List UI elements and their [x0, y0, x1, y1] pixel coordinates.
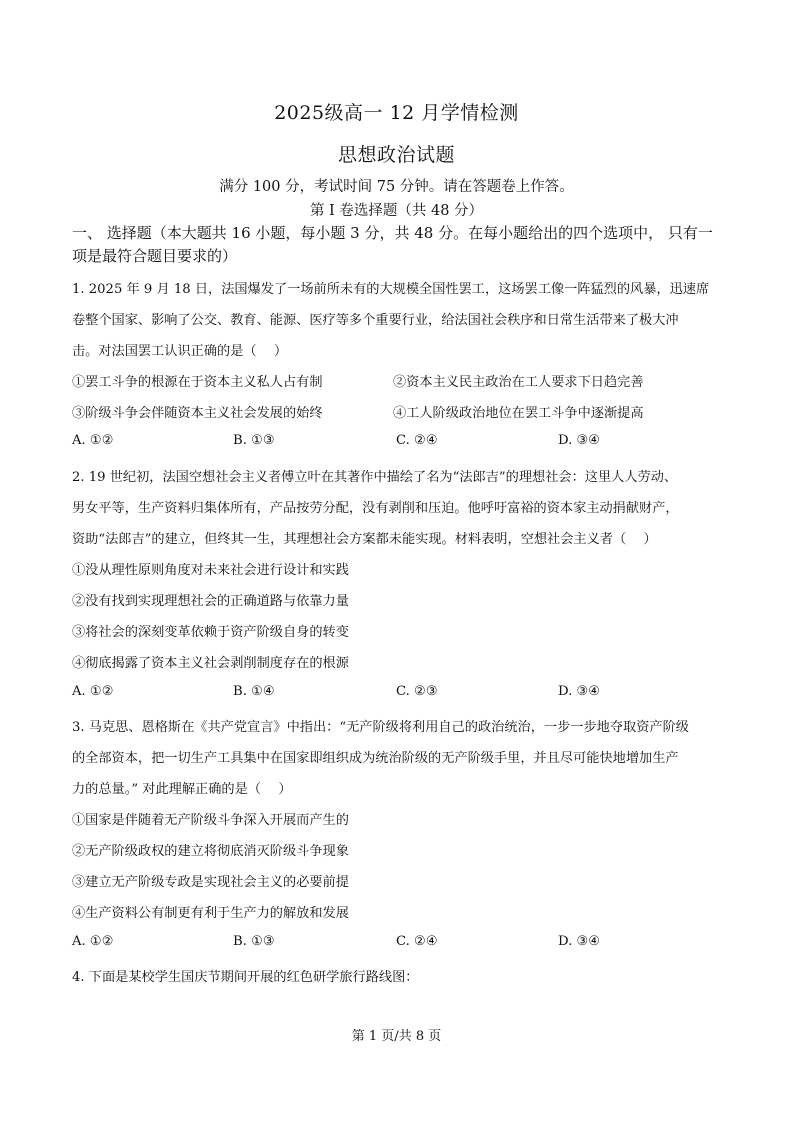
q1-answer-a: A. ①② — [72, 433, 114, 448]
q1-stem-line: 击。对法国罢工认识正确的是（ ） — [72, 344, 288, 359]
q2-option: ①没从理性原则角度对未来社会进行设计和实践 — [72, 563, 349, 578]
q2-stem-line: 男女平等，生产资料归集体所有，产品按劳分配，没有剥削和压迫。他呼吁富裕的资本家主动捐献财产， — [72, 501, 679, 516]
part-heading: 第 I 卷选择题（共 48 分） — [309, 203, 484, 219]
q3-option: ③建立无产阶级专政是实现社会主义的必要前提 — [72, 875, 349, 890]
q2-answer-b: B. ①④ — [233, 684, 275, 699]
q2-stem-line: 资助“法郎吉”的建立，但终其一生，其理想社会方案都未能实现。材料表明，空想社会主义者（ ） — [72, 532, 657, 547]
q3-answer-d: D. ③④ — [558, 934, 601, 949]
q2-stem-line: 2. 19 世纪初，法国空想社会主义者傅立叶在其著作中描绘了名为“法郎吉”的理想社会：这里人人劳动、 — [72, 470, 678, 485]
q3-option: ①国家是伴随着无产阶级斗争深入开展而产生的 — [72, 813, 349, 828]
q2-option: ④彻底揭露了资本主义社会剥削制度存在的根源 — [72, 656, 349, 671]
q1-option: ②资本主义民主政治在工人要求下日趋完善 — [393, 375, 644, 390]
q3-option: ④生产资料公有制更有利于生产力的解放和发展 — [72, 906, 349, 921]
q1-stem-line: 卷整个国家、影响了公交、教育、能源、医疗等多个重要行业，给法国社会秩序和日常生活带来了极大冲 — [72, 313, 679, 328]
q1-answer-c: C. ②④ — [396, 433, 438, 448]
q3-stem-line: 力的总量。” 对此理解正确的是（ ） — [72, 782, 292, 797]
q3-answer-a: A. ①② — [72, 934, 114, 949]
q4-stem-line: 4. 下面是某校学生国庆节期间开展的红色研学旅行路线图： — [72, 970, 419, 985]
q1-option: ④工人阶级政治地位在罢工斗争中逐渐提高 — [393, 406, 644, 421]
q3-answer-c: C. ②④ — [396, 934, 438, 949]
q2-option: ②没有找到实现理想社会的正确道路与依靠力量 — [72, 594, 349, 609]
exam-title: 2025级高一 12 月学情检测 — [274, 102, 519, 124]
section-heading: 一、 选择题（本大题共 16 小题，每小题 3 分，共 48 分。在每小题给出的四个选项中， 只有一项是最符合题目要求的） — [72, 224, 713, 265]
q3-option: ②无产阶级政权的建立将彻底消灭阶级斗争现象 — [72, 844, 349, 859]
q2-answer-d: D. ③④ — [558, 684, 601, 699]
q3-stem-line: 3. 马克思、恩格斯在《共产党宣言》中指出：“无产阶级将利用自己的政治统治，一步一步地夺取资产阶级 — [72, 720, 689, 735]
q1-answer-d: D. ③④ — [558, 433, 601, 448]
q2-answer-a: A. ①② — [72, 684, 114, 699]
subject-title: 思想政治试题 — [337, 144, 455, 166]
q1-option: ③阶级斗争会伴随资本主义社会发展的始终 — [72, 406, 323, 421]
q1-option: ①罢工斗争的根源在于资本主义私人占有制 — [72, 375, 323, 390]
q1-stem-line: 1. 2025 年 9 月 18 日，法国爆发了一场前所未有的大规模全国性罢工，这场罢工像一阵猛烈的风暴，迅速席 — [72, 282, 710, 297]
q1-answer-b: B. ①③ — [233, 433, 275, 448]
exam-note: 满分 100 分，考试时间 75 分钟。请在答题卷上作答。 — [219, 179, 574, 195]
q3-answer-b: B. ①③ — [233, 934, 275, 949]
page-footer: 第 1 页/共 8 页 — [351, 1029, 442, 1044]
q2-option: ③将社会的深刻变革依赖于资产阶级自身的转变 — [72, 625, 349, 640]
q3-stem-line: 的全部资本，把一切生产工具集中在国家即组织成为统治阶级的无产阶级手里，并且尽可能快地增加生产 — [72, 751, 679, 766]
q2-answer-c: C. ②③ — [396, 684, 438, 699]
